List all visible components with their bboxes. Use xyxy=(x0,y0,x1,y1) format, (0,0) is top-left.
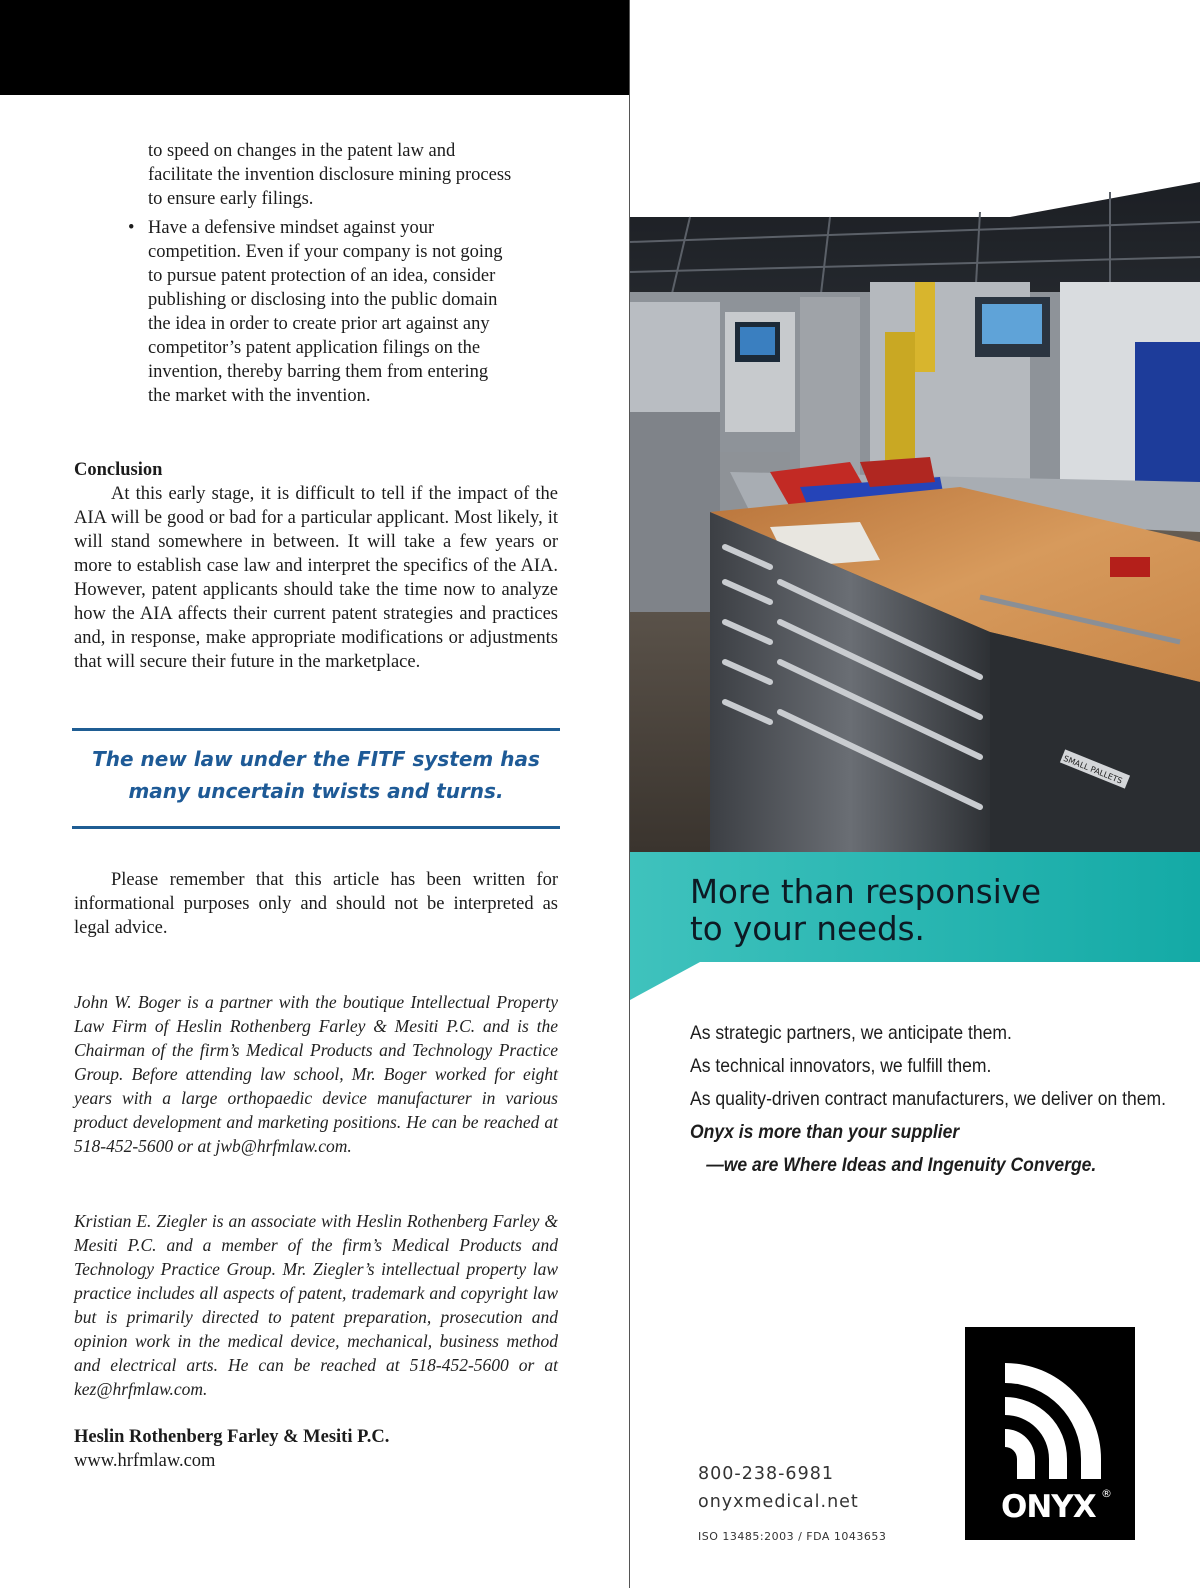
bullet-list xyxy=(74,216,514,408)
pull-quote-line-2: many uncertain twists and turns. xyxy=(128,779,504,803)
ad-contact xyxy=(698,1460,886,1546)
header-black-bar xyxy=(0,0,630,95)
factory-workbench-photo xyxy=(630,182,1200,852)
conclusion-text: At this early stage, it is difficult to tell if the impact of the AIA will be good or bad for a particular applicant. Most likely, it will stand somewhere in between. It will take a few years or more to establish case law and interpret the specifics of the AIA. However, patent applicants should take the time now to analyze how the AIA affects their current patent strategies and practices and, in response, make appropriate modifications or adjustments that will secure their future in the marketplace. xyxy=(74,484,558,672)
bullet-continuation: to speed on changes in the patent law and facilitate the invention disclosure mining process to ensure early filings. xyxy=(148,141,512,209)
firm-url[interactable]: www.hrfmlaw.com xyxy=(74,1451,216,1471)
disclaimer xyxy=(74,868,558,940)
conclusion-section xyxy=(74,458,558,674)
bullet-text: Have a defensive mindset against your competition. Even if your company is not going to pursue patent protection of an idea, consider publishing or disclosing into the public domain the idea in order to create prior art against any competitor’s patent application filings on the invention, thereby barring them from entering the market with the invention. xyxy=(148,218,503,406)
onyx-logo xyxy=(965,1327,1135,1540)
author-bio-boger: John W. Boger is a partner with the boutique Intellectual Property Law Firm of Heslin Rothenberg Farley & Mesiti P.C. and is the Chairman of the firm’s Medical Products and Technology Practice Group. Before attending law school, Mr. Boger worked for eight years with a large orthopaedic device manufacturer in various product development and marketing positions. He can be reached at 518-452-5600 or at jwb@hrfmlaw.com. xyxy=(74,992,558,1156)
ad-tagline-1: Onyx is more than your supplier xyxy=(690,1121,960,1143)
pull-quote-line-1: The new law under the FITF system has xyxy=(92,747,540,771)
ad-tagline-2: —we are Where Ideas and Ingenuity Converge. xyxy=(706,1154,1097,1176)
author-bio-ziegler: Kristian E. Ziegler is an associate with Heslin Rothenberg Farley & Mesiti P.C. and a member of the firm’s Medical Products and Technology Practice Group. Mr. Ziegler’s intellectual property law practice includes all aspects of patent, trademark and copyright law but is primarily directed to patent preparation, prosecution and opinion work in the medical device, mechanical, business method and electrical arts. He can be reached at 518-452-5600 or at kez@hrfmlaw.com. xyxy=(74,1211,558,1399)
registered-mark-icon: ® xyxy=(1101,1487,1112,1500)
bullet-item xyxy=(128,216,514,408)
ad-phone[interactable]: 800-238-6981 xyxy=(698,1464,834,1484)
ad-body xyxy=(690,1017,1200,1182)
ad-headline-line-2: to your needs. xyxy=(690,910,925,948)
onyx-advertisement xyxy=(630,0,1200,1588)
pull-quote xyxy=(72,728,560,829)
onyx-wordmark: ONYX xyxy=(1001,1489,1096,1525)
ad-line-quality: As quality-driven contract manufacturers, we deliver on them. xyxy=(690,1088,1167,1110)
photo-label: SMALL PALLETS xyxy=(1062,753,1124,786)
ad-line-technical: As technical innovators, we fulfill them. xyxy=(690,1055,992,1077)
bullet-dot-icon: • xyxy=(128,218,135,238)
firm-signature xyxy=(74,1425,558,1473)
ad-certification: ISO 13485:2003 / FDA 1043653 xyxy=(698,1530,887,1543)
ad-line-strategic: As strategic partners, we anticipate them. xyxy=(690,1022,1012,1044)
conclusion-heading: Conclusion xyxy=(74,460,163,480)
ad-website[interactable]: onyxmedical.net xyxy=(698,1492,859,1512)
firm-name: Heslin Rothenberg Farley & Mesiti P.C. xyxy=(74,1427,390,1447)
ad-headline-line-1: More than responsive xyxy=(690,873,1041,911)
bullet-section xyxy=(74,139,514,408)
ad-headline xyxy=(690,874,1190,948)
onyx-arcs-icon xyxy=(995,1353,1105,1483)
disclaimer-text: Please remember that this article has been written for informational purposes only and should not be interpreted as legal advice. xyxy=(74,870,558,938)
